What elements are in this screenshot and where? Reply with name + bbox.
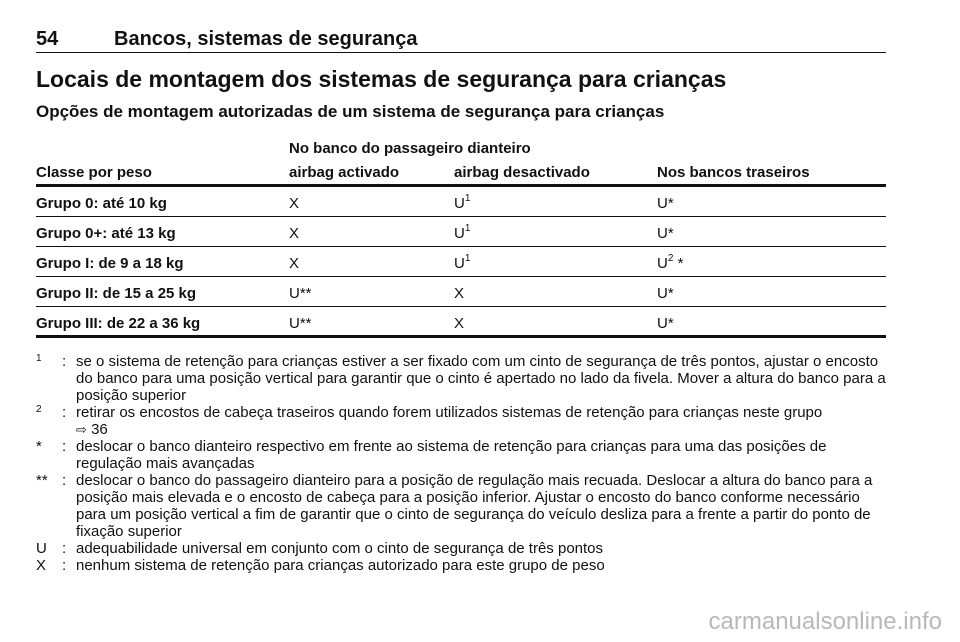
footnote-mark: * [36, 438, 42, 455]
footnote-colon: : [62, 557, 67, 574]
footnote [36, 353, 886, 404]
row-divider [36, 276, 886, 277]
section-title: Locais de montagem dos sistemas de segurança para crianças [36, 66, 727, 92]
cell-rear-seats: U* [657, 315, 674, 332]
cell-rear-seats: U* [657, 225, 674, 242]
cell-rear-seats: U* [657, 285, 674, 302]
footnote-colon: : [62, 540, 67, 557]
header-rule [36, 52, 886, 53]
column-header-rear-seats: Nos bancos traseiros [657, 164, 810, 181]
cell-airbag-on: X [289, 195, 300, 212]
footnote-mark: X [36, 557, 47, 574]
cell-airbag-off [454, 255, 470, 272]
footnote-text: se o sistema de retenção para crianças estiver a ser fixado com um cinto de segurança de três pontos, ajustar o encosto do banco para uma posição vertical para garantir que o cinto é apertado no lado da fivela. Mover a altura do banco para a posição superior [76, 353, 886, 404]
row-label: Grupo I: de 9 a 18 kg [36, 255, 184, 272]
footnote-text-wrap [76, 404, 886, 438]
cell-value: U [454, 195, 465, 212]
footnote-text: adequabilidade universal em conjunto com o cinto de segurança de três pontos [76, 540, 604, 557]
table-header-rule [36, 184, 886, 187]
cell-airbag-off [454, 195, 470, 212]
cell-value: U [454, 225, 465, 242]
footnote-colon: : [62, 404, 67, 421]
footnote-colon: : [62, 353, 67, 370]
cell-airbag-off: X [454, 285, 465, 302]
page-number: 54 [36, 28, 59, 50]
footnotes [36, 353, 886, 574]
subtitle: Opções de montagem autorizadas de um sistema de segurança para crianças [36, 102, 665, 121]
footnote-mark: 1 [36, 353, 42, 364]
cell-value: U [657, 255, 668, 272]
cell-value: U [454, 255, 465, 272]
column-header-airbag-on: airbag activado [289, 164, 400, 181]
cell-rear-seats [657, 255, 683, 272]
footnote [36, 404, 886, 438]
row-label: Grupo III: de 22 a 36 kg [36, 315, 201, 332]
cell-airbag-on: X [289, 225, 300, 242]
footnote-mark: 2 [36, 404, 42, 415]
cell-rear-seats: U* [657, 195, 674, 212]
table-bottom-rule [36, 335, 886, 338]
footnote-text: retirar os encostos de cabeça traseiros quando forem utilizados sistemas de retenção para crianças neste grupo [76, 404, 823, 421]
footnote-mark: U [36, 540, 47, 557]
table-group-header: No banco do passageiro dianteiro [289, 140, 531, 157]
cell-airbag-on: X [289, 255, 300, 272]
header-title: Bancos, sistemas de segurança [114, 28, 418, 50]
column-header-weight-class: Classe por peso [36, 164, 152, 181]
footnote [36, 438, 886, 472]
row-divider [36, 216, 886, 217]
page-reference[interactable]: 36 [91, 421, 108, 438]
footnote [36, 472, 886, 540]
row-label: Grupo II: de 15 a 25 kg [36, 285, 197, 302]
footnote-text: deslocar o banco do passageiro dianteiro para a posição de regulação mais recuada. Deslocar a altura do banco para a posição mais elevada e o encosto de cabeça para a posição inferior. Ajustar o encosto do banco conforme necessário para um posição vertical a fim de garantir que o cinto de segurança do veículo desliza para a frente a partir do ponto de fixação superior [76, 472, 873, 540]
footnote-colon: : [62, 472, 67, 489]
row-divider [36, 246, 886, 247]
footnote-ref: 1 [464, 223, 471, 234]
cell-airbag-off: X [454, 315, 465, 332]
row-divider [36, 306, 886, 307]
footnote [36, 557, 886, 574]
footnote-mark: ** [36, 472, 48, 489]
row-label: Grupo 0+: até 13 kg [36, 225, 176, 242]
footnote-ref: 1 [464, 193, 471, 204]
column-header-airbag-off: airbag desactivado [454, 164, 590, 181]
page-reference-arrow-icon: ⇨ [76, 422, 87, 437]
footnote-text: nenhum sistema de retenção para crianças autorizado para este grupo de peso [76, 557, 605, 574]
watermark: carmanualsonline.info [708, 608, 942, 635]
cell-suffix: * [673, 255, 684, 272]
footnote-text: deslocar o banco dianteiro respectivo em frente ao sistema de retenção para crianças para uma das posições de regulação mais avançadas [76, 438, 827, 472]
footnote-colon: : [62, 438, 67, 455]
cell-airbag-off [454, 225, 470, 242]
footnote [36, 540, 886, 557]
cell-airbag-on: U** [289, 285, 312, 302]
row-label: Grupo 0: até 10 kg [36, 195, 167, 212]
cell-airbag-on: U** [289, 315, 312, 332]
footnote-ref: 1 [464, 253, 471, 264]
footnote-ref: 2 [667, 253, 674, 264]
